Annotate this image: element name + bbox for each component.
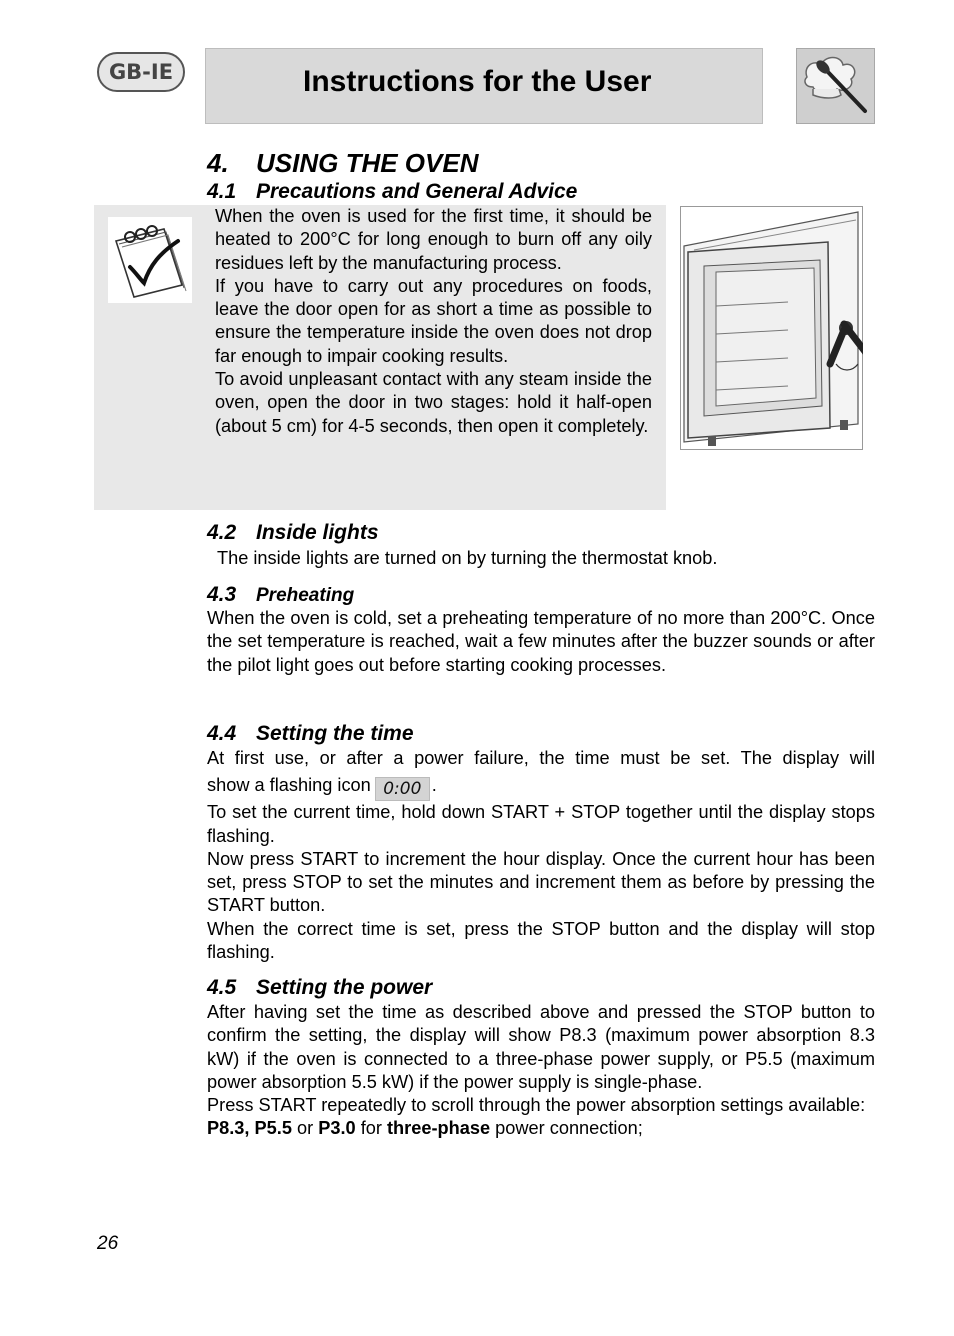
inside-lights-text: The inside lights are turned on by turning the thermostat knob. [217, 548, 718, 568]
advice-paragraph: If you have to carry out any procedures on foods, leave the door open for as short a time as possible to ensure the temperature inside the oven does not drop far enough to impair cooking results. [215, 275, 652, 366]
subsection-title: Inside lights [256, 521, 379, 544]
oven-door-illustration [680, 206, 863, 450]
subsection-number: 4.5 [207, 976, 237, 999]
subsection-4-4-heading [207, 721, 414, 747]
power-paragraph-1: After having set the time as described above and pressed the STOP button to confirm the setting, the display will show P8.3 (maximum power absorption 8.3 kW) if the oven is connected to a three-phase power supply, or P5.5 (maximum power absorption 5.5 kW) if the power supply is single-phase. [207, 1002, 875, 1092]
subsection-number: 4.1 [207, 180, 237, 203]
notepad-checkmark-icon [108, 217, 192, 303]
time-paragraph-1: At first use, or after a power failure, the time must be set. The display will [207, 748, 875, 768]
subsection-number: 4.2 [207, 521, 237, 544]
section-number: 4. [207, 148, 229, 178]
section-heading [207, 147, 478, 179]
subsection-number: 4.4 [207, 722, 237, 745]
power-or: or [291, 1118, 319, 1139]
page-title: Instructions for the User [303, 65, 652, 98]
time-paragraph-2: To set the current time, hold down START + STOP together until the display stops flashing. [207, 802, 875, 846]
setting-power-text [207, 1001, 875, 1141]
advice-paragraph: To avoid unpleasant contact with any steam inside the oven, open the door in two stages: hold it half-open (about 5 cm) for 4-5 seconds, then open it completely. [215, 369, 652, 436]
subsection-4-1-heading [207, 179, 577, 205]
advice-paragraph: When the oven is used for the first time, it should be heated to 200°C for long enough to burn off any oily residues left by the manufacturing process. [215, 206, 652, 273]
power-rest: power connection; [490, 1118, 643, 1139]
time-paragraph-4: When the correct time is set, press the STOP button and the display will stop flashing. [207, 918, 875, 963]
subsection-title: Setting the time [256, 722, 414, 745]
power-settings-b: P3.0 [318, 1118, 356, 1139]
time-paragraph-1-cont [207, 774, 875, 801]
setting-time-text [207, 747, 875, 964]
time-flashing-label: show a flashing icon [207, 775, 371, 796]
subsection-number: 4.3 [207, 583, 237, 606]
power-settings-a: P8.3, P5.5 [207, 1118, 292, 1139]
chef-hat-spoon-icon [796, 48, 875, 124]
preheating-text: When the oven is cold, set a preheating temperature of no more than 200°C. Once the set temperature is reached, wait a few minutes after the buzzer sounds or after the pilot light goes out before starting cooking processes. [207, 608, 875, 675]
time-paragraph-3: Now press START to increment the hour display. Once the current hour has been set, press STOP to set the minutes and increment them as before by pressing the START button. [207, 848, 875, 916]
subsection-title: Preheating [256, 585, 355, 606]
power-for: for [355, 1118, 387, 1139]
subsection-title: Setting the power [256, 976, 433, 999]
clock-display-icon: 0:00 [375, 777, 430, 801]
subsection-4-2-heading [207, 520, 379, 546]
page-number: 26 [97, 1233, 119, 1254]
subsection-4-3-heading [207, 582, 354, 609]
power-paragraph-2: Press START repeatedly to scroll through the power absorption settings available: [207, 1095, 866, 1116]
advice-text [215, 205, 652, 438]
subsection-4-5-heading [207, 975, 432, 1001]
time-period: . [431, 775, 437, 796]
language-badge: GB-IE [97, 52, 185, 92]
subsection-title: Precautions and General Advice [256, 180, 578, 203]
power-paragraph-3 [207, 1117, 875, 1140]
section-title: USING THE OVEN [256, 148, 479, 178]
power-phase: three-phase [386, 1118, 491, 1139]
